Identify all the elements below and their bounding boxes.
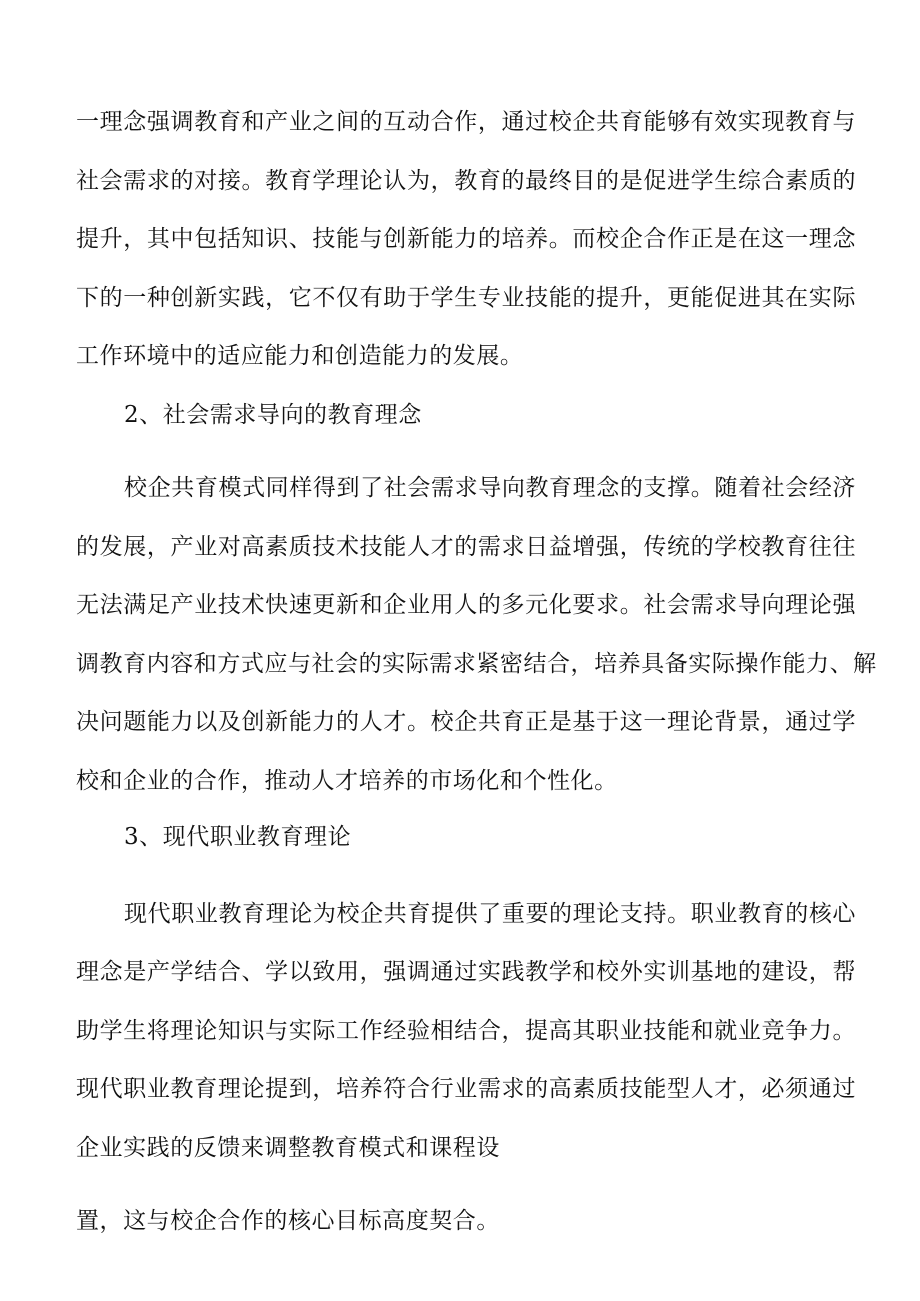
section-heading: 3、现代职业教育理论	[124, 824, 352, 850]
paragraph-line: 现代职业教育理论提到，培养符合行业需求的高素质技能型人才，必须通过	[76, 1076, 856, 1102]
paragraph-line: 决问题能力以及创新能力的人才。校企共育正是基于这一理论背景，通过学	[76, 709, 856, 735]
paragraph-line: 下的一种创新实践，它不仅有助于学生专业技能的提升，更能促进其在实际	[76, 285, 856, 311]
paragraph-line: 无法满足产业技术快速更新和企业用人的多元化要求。社会需求导向理论强	[76, 592, 856, 618]
paragraph-line: 助学生将理论知识与实际工作经验相结合，提高其职业技能和就业竞争力。	[76, 1018, 856, 1044]
paragraph-line: 校企共育模式同样得到了社会需求导向教育理念的支撑。随着社会经济	[124, 475, 856, 501]
paragraph-line: 理念是产学结合、学以致用，强调通过实践教学和校外实训基地的建设，帮	[76, 959, 856, 985]
paragraph-line: 一理念强调教育和产业之间的互动合作，通过校企共育能够有效实现教育与	[76, 109, 856, 135]
paragraph-line: 置，这与校企合作的核心目标高度契合。	[76, 1208, 500, 1234]
paragraph-line: 现代职业教育理论为校企共育提供了重要的理论支持。职业教育的核心	[124, 901, 856, 927]
paragraph-line: 工作环境中的适应能力和创造能力的发展。	[76, 343, 524, 369]
paragraph-line: 的发展，产业对高素质技术技能人才的需求日益增强，传统的学校教育往往	[76, 534, 856, 560]
paragraph-line: 校和企业的合作，推动人才培养的市场化和个性化。	[76, 768, 618, 794]
paragraph-line: 调教育内容和方式应与社会的实际需求紧密结合，培养具备实际操作能力、解	[76, 651, 877, 677]
section-heading: 2、社会需求导向的教育理念	[124, 402, 422, 428]
paragraph-line: 企业实践的反馈来调整教育模式和课程设	[76, 1135, 500, 1161]
paragraph-line: 提升，其中包括知识、技能与创新能力的培养。而校企合作正是在这一理念	[76, 226, 856, 252]
paragraph-line: 社会需求的对接。教育学理论认为，教育的最终目的是促进学生综合素质的	[76, 168, 856, 194]
